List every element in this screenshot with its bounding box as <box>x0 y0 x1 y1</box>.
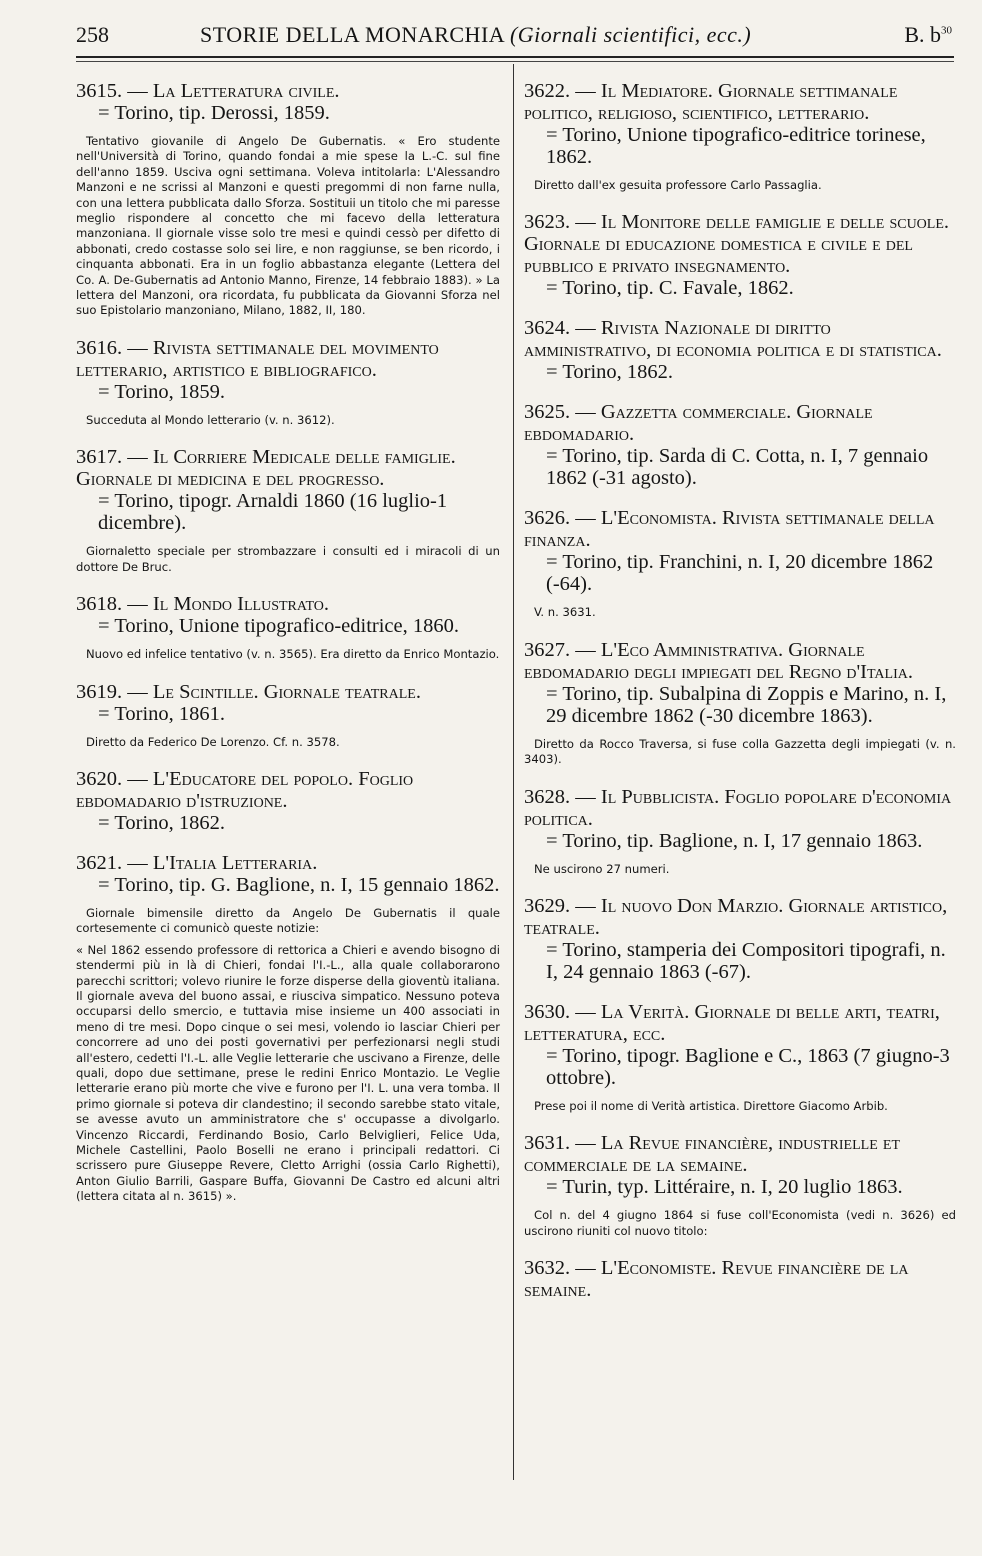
entry-imprint: = Torino, tipogr. Arnaldi 1860 (16 luglio-1 dicembre). <box>98 490 448 535</box>
entry-heading: 3629. — Il nuovo Don Marzio. Giornale artistico, teatrale. <box>524 895 948 940</box>
catalog-entry <box>524 1001 956 1114</box>
catalog-entry <box>524 211 956 299</box>
entry-number: 3620. <box>76 767 123 790</box>
catalog-entry <box>524 895 956 983</box>
entry-number: 3627. <box>524 638 571 661</box>
catalog-entry <box>524 1257 956 1301</box>
entry-quote: « Nel 1862 essendo professore di rettorica a Chieri e avendo bisogno di stendermi più in là di Chieri, fondai l'I.-L., alla quale collaborarono parecchi scrittori; volevo riunire le forze disperse della gioventù italiana. Il giornale aveva del buono assai, e riusciva simpatico. Nessuno poteva occuparsi dello smercio, e tuttavia mise insieme un 400 associati in meno di tre mesi. Dopo cinque o sei mesi, volendo io lasciar Chieri per concorrere ad uno dei posti governativi per perfezionarsi negli studi all'estero, cedetti l'I.-L. alle Veglie letterarie che uscivano a Firenze, delle quali, dopo due settimane, prese le redini Enrico Montazio. Le Veglie letterarie erano più morte che vive e furono per l'I. L. una vera tomba. Il primo giornale si poteva dir clandestino; il secondo sarebbe stato vitale, se avesse avuto un amministratore che s' occupasse a divolgarlo. Vincenzo Riccardi, Ferdinando Bosio, Carlo Belviglieri, Felice Uda, Michele Castellini, Paolo Boselli ne erano i principali redattori. Ci scrissero pure Giuseppe Revere, Cletto Arrighi (ossia Carlo Righetti), Anton Giulio Barrili, Gaspare Buffa, Giovanni De Castro ed alcuni altri (lettera citata al n. 3615) ». <box>76 942 500 1204</box>
entry-title: L'Educatore del popolo. Foglio ebdomadario d'istruzione. <box>76 767 414 812</box>
entry-heading: 3625. — Gazzetta commerciale. Giornale ebdomadario. <box>524 401 873 446</box>
entry-heading: 3618. — Il Mondo Illustrato. <box>76 593 329 616</box>
catalog-entry <box>76 446 500 575</box>
entry-note: Diretto da Federico De Lorenzo. Cf. n. 3578. <box>86 734 340 749</box>
entry-note: V. n. 3631. <box>534 605 596 620</box>
entry-title: Gazzetta commerciale. Giornale ebdomadario. <box>524 401 873 446</box>
header-rule-thin <box>76 61 954 62</box>
entry-title: Il Mondo Illustrato. <box>152 593 329 616</box>
entry-imprint: = Torino, 1862. <box>98 811 226 834</box>
entry-number: 3631. <box>524 1132 571 1155</box>
entry-imprint: = Torino, Unione tipografico-editrice, 1860. <box>98 615 460 638</box>
entry-number: 3616. <box>76 336 123 359</box>
catalog-entry <box>524 1132 956 1239</box>
entry-number: 3621. <box>76 851 123 874</box>
entry-title: La Letteratura civile. <box>152 80 340 102</box>
entry-title: Rivista Nazionale di diritto amministrativo, di economia politica e di statistica. <box>524 317 942 362</box>
entry-number: 3617. <box>76 446 123 469</box>
entry-heading: 3621. — L'Italia Letteraria. <box>76 851 318 874</box>
entry-title: L'Italia Letteraria. <box>152 851 318 874</box>
running-title-main: STORIE DELLA MONARCHIA <box>200 22 504 47</box>
entry-title: L'Economiste. Revue financière de la semaine. <box>524 1257 909 1302</box>
entry-number: 3623. <box>524 211 571 234</box>
entry-title: Il Corriere Medicale delle famiglie. Giornale di medicina e del progresso. <box>76 446 456 491</box>
entry-heading: 3624. — Rivista Nazionale di diritto amministrativo, di economia politica e di statistica. <box>524 317 942 362</box>
catalog-entry <box>76 80 500 319</box>
entry-imprint: = Torino, tip. Derossi, 1859. <box>98 102 330 124</box>
entry-imprint: = Torino, tip. C. Favale, 1862. <box>546 277 794 300</box>
entry-note: Prese poi il nome di Verità artistica. Direttore Giacomo Arbib. <box>534 1099 888 1114</box>
running-title-sub: (Giornali scientifici, ecc.) <box>509 22 752 47</box>
entry-heading: 3627. — L'Eco Amministrativa. Giornale ebdomadario degli impiegati del Regno d'Italia. <box>524 638 913 683</box>
column-divider <box>513 64 514 1480</box>
entry-heading: 3615. — La Letteratura civile. <box>76 80 340 102</box>
entry-imprint: = Torino, tip. Sarda di C. Cotta, n. I, 7 gennaio 1862 (-31 agosto). <box>546 445 929 490</box>
catalog-entry <box>524 401 956 489</box>
entry-note: Succeduta al Mondo letterario (v. n. 3612). <box>86 412 335 427</box>
entry-number: 3629. <box>524 895 571 918</box>
entry-heading: 3628. — Il Pubblicista. Foglio popolare d'economia politica. <box>524 785 952 830</box>
entry-title: Rivista settimanale del movimento letterario, artistico e bibliografico. <box>76 336 439 381</box>
catalog-entry <box>76 768 500 834</box>
signature-mark <box>904 22 952 48</box>
entry-heading: 3617. — Il Corriere Medicale delle famiglie. Giornale di medicina e del progresso. <box>76 446 456 491</box>
entry-number: 3622. <box>524 80 571 102</box>
entry-title: La Revue financière, industrielle et commerciale de la semaine. <box>524 1132 900 1177</box>
entry-imprint: = Torino, 1859. <box>98 380 226 403</box>
entry-number: 3630. <box>524 1001 571 1024</box>
page-number: 258 <box>76 22 109 47</box>
entry-title: Il Mediatore. Giornale settimanale politico, religioso, scientifico, letterario. <box>524 80 898 124</box>
entry-heading: 3622. — Il Mediatore. Giornale settimanale politico, religioso, scientifico, letterario. <box>524 80 898 124</box>
entry-note: Col n. del 4 giugno 1864 si fuse coll'Economista (vedi n. 3626) ed uscirono riuniti col nuovo titolo: <box>524 1208 956 1238</box>
entry-number: 3632. <box>524 1257 571 1280</box>
entry-number: 3615. <box>76 80 123 102</box>
catalog-entry <box>524 786 956 877</box>
entry-heading: 3616. — Rivista settimanale del movimento letterario, artistico e bibliografico. <box>76 336 439 381</box>
entry-number: 3619. <box>76 680 123 703</box>
entry-title: Il nuovo Don Marzio. Giornale artistico, teatrale. <box>524 895 948 940</box>
catalog-entry <box>524 317 956 383</box>
entry-imprint: = Torino, stamperia dei Compositori tipografi, n. I, 24 gennaio 1863 (-67). <box>546 939 946 984</box>
entry-heading: 3620. — L'Educatore del popolo. Foglio ebdomadario d'istruzione. <box>76 767 414 812</box>
entry-note: Ne uscirono 27 numeri. <box>534 861 670 876</box>
entry-number: 3625. <box>524 401 571 424</box>
entry-heading: 3626. — L'Economista. Rivista settimanale della finanza. <box>524 507 935 552</box>
entry-title: La Verità. Giornale di belle arti, teatri, letteratura, ecc. <box>524 1001 940 1046</box>
entry-note: Tentativo giovanile di Angelo De Gubernatis. « Ero studente nell'Università di Torino, quando fondai a mie spese la L.-C. sul fine dell'anno 1859. Usciva ogni settimana. Voleva intitolarla: L'Alessandro Manzoni e ne scrissi al Manzoni e questi pregommi di non farne nulla, con una lettera pubblicata dallo Sforza. Sostituii un titolo che mi paresse meglio rispondere al concetto che mi facevo della letteratura manzoniana. Il giornale visse solo tre mesi e quindi cessò per difetto di abbonati, credo costasse solo sei lire, e non raggiunse, se ben ricordo, i cinquanta abbonati. Era in un foglio abbastanza elegante (Lettera del Co. A. De-Gubernatis ad Antonio Manno, Firenze, 14 febbraio 1883). » La lettera del Manzoni, ora ricordata, fu pubblicata da Giovanni Sforza nel suo Epistolario manzoniano, Milano, 1882, II, 180. <box>76 134 500 318</box>
entry-imprint: = Torino, 1862. <box>546 361 674 384</box>
signature-letter: B. b <box>904 22 941 47</box>
entry-heading: 3630. — La Verità. Giornale di belle arti, teatri, letteratura, ecc. <box>524 1001 940 1046</box>
catalog-entry <box>76 593 500 662</box>
catalog-entry <box>524 639 956 768</box>
right-column <box>524 80 956 1319</box>
left-column <box>76 80 500 1223</box>
entry-note: Giornaletto speciale per strombazzare i consulti ed i miracoli di un dottore De Bruc. <box>76 544 500 574</box>
signature-number: 30 <box>941 24 952 37</box>
entry-imprint: = Torino, tip. G. Baglione, n. I, 15 gennaio 1862. <box>98 873 500 896</box>
entry-title: Il Monitore delle famiglie e delle scuole. Giornale di educazione domestica e civile e del pubblico e privato insegnamento. <box>524 211 950 278</box>
entry-imprint: = Torino, tip. Baglione, n. I, 17 gennaio 1863. <box>546 829 923 852</box>
entry-title: Il Pubblicista. Foglio popolare d'economia politica. <box>524 785 952 830</box>
entry-number: 3618. <box>76 593 123 616</box>
entry-imprint: = Torino, Unione tipografico-editrice torinese, 1862. <box>546 124 926 168</box>
entry-heading: 3623. — Il Monitore delle famiglie e delle scuole. Giornale di educazione domestica e civile e del pubblico e privato insegnamento. <box>524 211 950 278</box>
entry-heading: 3632. — L'Economiste. Revue financière de la semaine. <box>524 1257 909 1302</box>
entry-note: Diretto da Rocco Traversa, si fuse colla Gazzetta degli impiegati (v. n. 3403). <box>524 736 956 767</box>
entry-heading: 3631. — La Revue financière, industrielle et commerciale de la semaine. <box>524 1132 900 1177</box>
entry-number: 3624. <box>524 317 571 340</box>
entry-note: Diretto dall'ex gesuita professore Carlo Passaglia. <box>534 178 822 192</box>
entry-title: L'Eco Amministrativa. Giornale ebdomadario degli impiegati del Regno d'Italia. <box>524 638 913 683</box>
entry-title: L'Economista. Rivista settimanale della finanza. <box>524 507 935 552</box>
entry-note: Giornale bimensile diretto da Angelo De Gubernatis il quale cortesemente ci comunicò queste notizie: <box>76 905 500 936</box>
catalog-entry <box>76 852 500 1205</box>
entry-imprint: = Torino, tipogr. Baglione e C., 1863 (7 giugno-3 ottobre). <box>546 1045 950 1090</box>
header-rule <box>76 56 954 58</box>
entry-imprint: = Torino, tip. Franchini, n. I, 20 dicembre 1862 (-64). <box>546 551 934 596</box>
entry-imprint: = Turin, typ. Littéraire, n. I, 20 luglio 1863. <box>546 1176 903 1199</box>
entry-imprint: = Torino, 1861. <box>98 702 226 725</box>
catalog-entry <box>76 337 500 428</box>
entry-note: Nuovo ed infelice tentativo (v. n. 3565). Era diretto da Enrico Montazio. <box>86 647 500 662</box>
entry-imprint: = Torino, tip. Subalpina di Zoppis e Marino, n. I, 29 dicembre 1862 (-30 dicembre 1863). <box>546 682 947 727</box>
entry-number: 3626. <box>524 507 571 530</box>
catalog-entry <box>524 80 956 193</box>
entry-heading: 3619. — Le Scintille. Giornale teatrale. <box>76 680 421 703</box>
entry-number: 3628. <box>524 785 571 808</box>
entry-title: Le Scintille. Giornale teatrale. <box>152 680 421 703</box>
page-header <box>76 20 956 54</box>
catalog-entry <box>524 507 956 620</box>
catalog-entry <box>76 681 500 750</box>
running-title <box>200 22 751 48</box>
